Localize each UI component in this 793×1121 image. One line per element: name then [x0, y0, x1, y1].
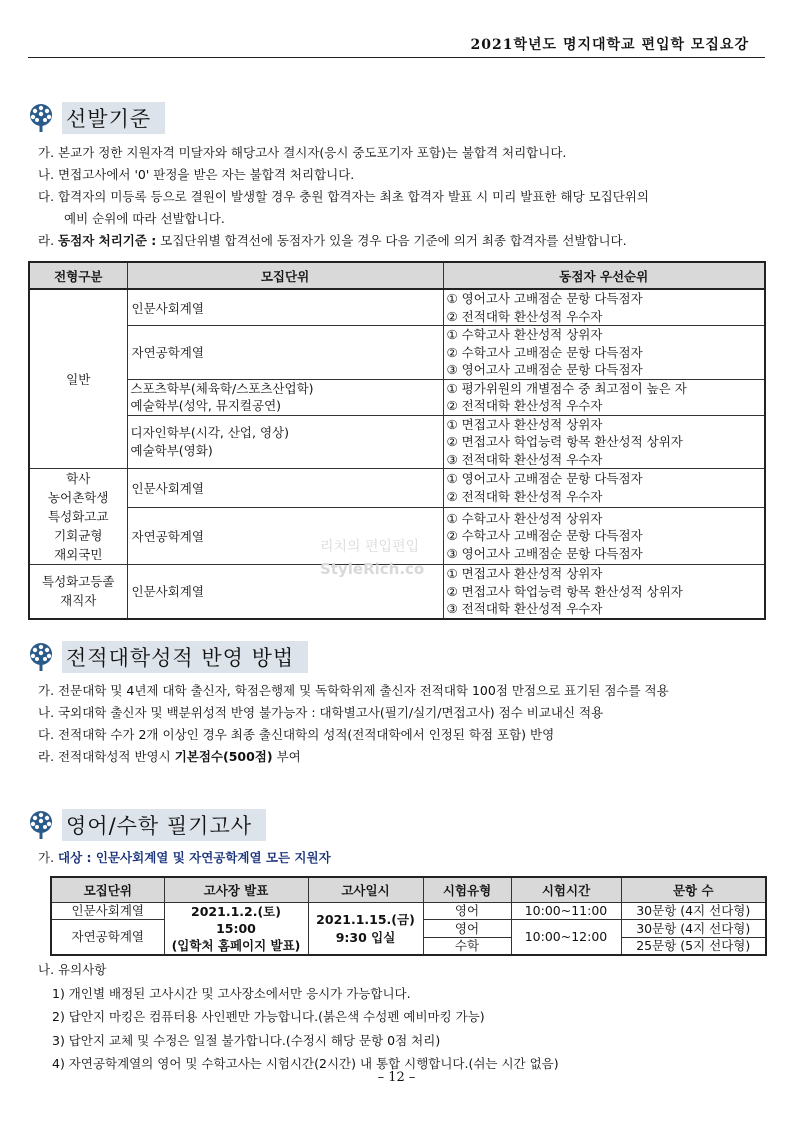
tree-icon [26, 810, 56, 840]
column-header: 전형구분 [29, 262, 127, 289]
column-header: 문항 수 [621, 877, 766, 903]
list-item: 다. 전적대학 수가 2개 이상인 경우 최종 출신대학의 성적(전적대학에서 인정된 학점 포함) 반영 [38, 727, 555, 742]
document-header-title: 2021학년도 명지대학교 편입학 모집요강 [470, 37, 749, 53]
table-row [29, 469, 765, 508]
column-header: 모집단위 [127, 262, 443, 289]
section-heading-written-exam [26, 809, 266, 841]
unit-cell: 자연공학계열 [127, 507, 443, 564]
unit-cell: 인문사회계열 [127, 469, 443, 508]
exam-time-cell: 10:00~11:00 [511, 903, 621, 920]
page-number: – 12 – [377, 1070, 416, 1085]
question-count-cell: 25문항 (5지 선다형) [621, 938, 766, 956]
list-item: 3) 답안지 교체 및 수정은 일절 불가합니다.(수정시 해당 문항 0점 처리) [52, 1032, 441, 1048]
prior-school-list [38, 680, 757, 768]
priority-cell: ① 수학고사 환산성적 상위자 ② 수학고사 고배점순 문항 다득점자 ③ 영어고사 고배점순 문항 다득점자 [443, 326, 765, 380]
priority-cell: ① 수학고사 환산성적 상위자 ② 수학고사 고배점순 문항 다득점자 ③ 영어고사 고배점순 문항 다득점자 [443, 507, 765, 564]
list-item-continuation: 예비 순위에 따라 선발합니다. [64, 211, 225, 226]
tree-icon [26, 642, 56, 672]
exam-type-cell: 수학 [423, 938, 511, 956]
list-item: 나. 국외대학 출신자 및 백분위성적 반영 불가능자 : 대학별고사(필기/실기/면접고사) 점수 비교내신 적용 [38, 705, 604, 720]
priority-cell: ① 면접고사 환산성적 상위자 ② 면접고사 학업능력 항목 환산성적 상위자 ③ 전적대학 환산성적 우수자 [443, 415, 765, 469]
exam-target: 가. 대상 : 인문사회계열 및 자연공학계열 모든 지원자 [38, 850, 331, 865]
list-item: 라. 동점자 처리기준 : 모집단위별 합격선에 동점자가 있을 경우 다음 기준에 의거 최종 합격자를 선발합니다. [38, 233, 627, 248]
column-header: 모집단위 [51, 877, 164, 903]
announce-cell: 2021.1.2.(토) 15:00 (입학처 홈페이지 발표) [164, 903, 308, 956]
section-title: 전적대학성적 반영 방법 [62, 641, 308, 673]
table-row [29, 289, 765, 326]
section-title: 선발기준 [62, 102, 165, 134]
tree-icon [26, 103, 56, 133]
selection-criteria-list [38, 142, 757, 252]
list-item: 가. 전문대학 및 4년제 대학 출신자, 학점은행제 및 독학학위제 출신자 전적대학 100점 만점으로 표기된 점수를 적용 [38, 683, 669, 698]
unit-cell: 디자인학부(시각, 산업, 영상) 예술학부(영화) [127, 415, 443, 469]
exam-schedule-table [50, 876, 767, 956]
list-item: 나. 면접고사에서 '0' 판정을 받은 자는 불합격 처리합니다. [38, 167, 355, 182]
unit-cell: 인문사회계열 [51, 903, 164, 920]
question-count-cell: 30문항 (4지 선다형) [621, 903, 766, 920]
unit-cell: 스포츠학부(체육학/스포츠산업학) 예술학부(성악, 뮤지컬공연) [127, 379, 443, 415]
priority-cell: ① 평가위원의 개별점수 중 최고점이 높은 자 ② 전적대학 환산성적 우수자 [443, 379, 765, 415]
table-row [29, 415, 765, 469]
table-header-row [51, 877, 766, 903]
admission-type-cell: 일반 [29, 289, 127, 469]
column-header: 시험유형 [423, 877, 511, 903]
question-count-cell: 30문항 (4지 선다형) [621, 920, 766, 938]
column-header: 동점자 우선순위 [443, 262, 765, 289]
table-row [51, 903, 766, 920]
table-row [29, 326, 765, 380]
priority-cell: ① 영어고사 고배점순 문항 다득점자 ② 전적대학 환산성적 우수자 [443, 289, 765, 326]
unit-cell: 자연공학계열 [51, 920, 164, 956]
watermark: 리치의 편입편입 StyleRich.co [320, 539, 425, 578]
notes-title: 나. 유의사항 [38, 962, 107, 977]
list-item: 다. 합격자의 미등록 등으로 결원이 발생할 경우 충원 합격자는 최초 합격자 발표 시 미리 발표한 해당 모집단위의 [38, 189, 649, 204]
list-item: 라. 전적대학성적 반영시 기본점수(500점) 부여 [38, 749, 301, 764]
admission-type-cell: 학사 농어촌학생 특성화고교 기회균형 재외국민 [29, 469, 127, 565]
admission-type-cell: 특성화고등졸 재직자 [29, 565, 127, 619]
column-header: 시험시간 [511, 877, 621, 903]
column-header: 고사장 발표 [164, 877, 308, 903]
exam-date-cell: 2021.1.15.(금) 9:30 입실 [308, 903, 423, 956]
priority-cell: ① 면접고사 환산성적 상위자 ② 면접고사 학업능력 항목 환산성적 상위자 ③ 전적대학 환산성적 우수자 [443, 565, 765, 619]
list-item: 가. 본교가 정한 지원자격 미달자와 해당고사 결시자(응시 중도포기자 포함)는 불합격 처리합니다. [38, 145, 567, 160]
table-row [29, 379, 765, 415]
list-item: 4) 자연공학계열의 영어 및 수학고사는 시험시간(2시간) 내 통합 시행합니다.(쉬는 시간 없음) [52, 1056, 559, 1071]
priority-cell: ① 영어고사 고배점순 문항 다득점자 ② 전적대학 환산성적 우수자 [443, 469, 765, 508]
exam-type-cell: 영어 [423, 920, 511, 938]
header-rule [28, 57, 765, 58]
unit-cell: 인문사회계열 [127, 289, 443, 326]
unit-cell: 자연공학계열 [127, 326, 443, 380]
section-heading-selection [26, 102, 165, 134]
unit-cell: 인문사회계열 [127, 565, 443, 619]
section-heading-prior-school [26, 641, 308, 673]
table-header-row [29, 262, 765, 289]
list-item: 2) 답안지 마킹은 컴퓨터용 사인펜만 가능합니다.(붉은색 수성펜 예비마킹 가능) [52, 1009, 485, 1024]
exam-type-cell: 영어 [423, 903, 511, 920]
exam-notes [38, 958, 757, 1076]
column-header: 고사일시 [308, 877, 423, 903]
list-item: 1) 개인별 배정된 고사시간 및 고사장소에서만 응시가 가능합니다. [52, 985, 411, 1001]
section-title: 영어/수학 필기고사 [62, 809, 266, 841]
exam-time-cell: 10:00~12:00 [511, 920, 621, 956]
